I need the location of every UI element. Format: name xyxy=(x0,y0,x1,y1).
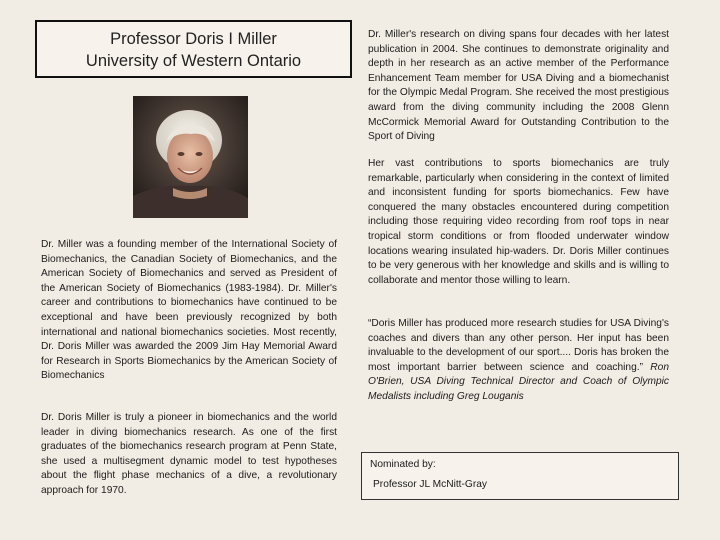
bio-societies-paragraph: Dr. Miller was a founding member of the International Society of Biomechanics, the Canadian Society of Biomechanics, and the American Society of Biomechanics and served as President of the American Society of Biomechanics (1983-1984). Dr. Miller's career and contributions to biomechanics have continued to be exceptional and have been previously recognized by both international and national biomechanics societies. Most recently, Dr. Doris Miller was awarded the 2009 Jim Hay Memorial Award for Research in Sports Biomechanics by the American Society of Biomechanics xyxy=(41,239,337,382)
nominator-name: Professor JL McNitt-Gray xyxy=(373,479,487,490)
bio-pioneer-paragraph: Dr. Doris Miller is truly a pioneer in biomechanics and the world leader in diving biomechanics research. As one of the first graduates of the biomechanics research program at Penn State, she used a multisegment dynamic model to test hypotheses about the flight phase mechanics of a dive, a revolutionary approach for 1970. xyxy=(41,412,337,496)
testimonial-quote: “Doris Miller has produced more research studies for USA Diving's coaches and divers than any other person. Her input has been invaluable to the development of our sport.... Doris has broken the most important barrier between science and coaching.” xyxy=(368,318,669,373)
testimonial-paragraph xyxy=(368,317,669,405)
contributions-paragraph: Her vast contributions to sports biomechanics are truly remarkable, particularly when considering in the context of limited and inconsistent funding for sports biomechanics. Few have conquered the many obstacles encountered during competition including those requiring video recording from roof tops in near tropical storm conditions or from flooded underwater window locations wearing insulated hip-waders. Dr. Doris Miller continues to be very generous with her knowledge and skills and is willing to collaborate and mentor those willing to learn. xyxy=(368,158,669,286)
research-paragraph: Dr. Miller's research on diving spans four decades with her latest publication in 2004. She continues to demonstrate originality and depth in her research as an active member of the Performance Enhancement Team member for USA Diving and a biomechanist for the Olympic Medal Program. She received the most prestigious award from the diving community including the 2008 Glenn McCormick Memorial Award for Outstanding Contribution to the Sport of Diving xyxy=(368,29,669,143)
title-box xyxy=(35,20,352,78)
portrait-image xyxy=(133,96,248,218)
nomination-label: Nominated by: xyxy=(370,459,436,470)
nomination-box xyxy=(361,452,679,500)
title-name: Professor Doris I Miller xyxy=(110,30,277,48)
portrait-photo xyxy=(133,96,248,218)
title-affiliation: University of Western Ontario xyxy=(85,52,302,70)
testimonial-credit: Ron O'Brien, USA Diving Technical Director and Coach of Olympic Medalists including Greg Louganis xyxy=(368,361,669,402)
